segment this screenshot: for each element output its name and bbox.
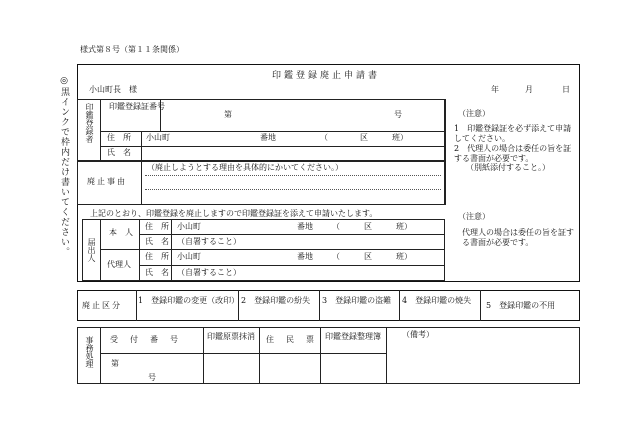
reason-line-2[interactable] <box>145 189 441 190</box>
receipt-dai: 第 <box>111 359 119 368</box>
agent-name-label: 氏 名 <box>145 268 169 277</box>
seal-ledger-label: 印鑑原票抹消 <box>207 332 255 341</box>
declaration: 上記のとおり、印鑑登録を廃止しますので印鑑登録証を添えて申請いたします。 <box>90 209 378 218</box>
registrant-address-banchi: 番地 <box>260 133 276 142</box>
date-month: 月 <box>525 85 533 94</box>
self-name-label: 氏 名 <box>145 237 169 246</box>
registrant-group-label: 印鑑登録者 <box>85 103 94 143</box>
classification-option-4[interactable]: 4 登録印鑑の焼失 <box>402 296 472 305</box>
applicant-agent-label: 代理人 <box>107 260 131 269</box>
cert-number-label: 印鑑登録証番号 <box>109 102 165 111</box>
classification-option-2[interactable]: 2 登録印鑑の紛失 <box>241 296 311 305</box>
applicant-group-label: 届出人 <box>87 238 96 262</box>
registrant-name-value[interactable] <box>146 149 436 159</box>
classification-label: 廃止区分 <box>82 301 122 310</box>
notes2-heading: （注意） <box>458 212 490 221</box>
notes1-item1: 1 印鑑登録証を必ず添えて申請してください。 <box>454 124 572 143</box>
date-year: 年 <box>491 85 499 94</box>
cert-number-dai: 第 <box>224 110 232 119</box>
notes1-item2: 2 代理人の場合は委任の旨を証する書面が必要です。 <box>454 144 572 163</box>
form-title: 印鑑登録廃止申請書 <box>272 71 381 81</box>
self-name-hint: （自署すること） <box>177 237 241 246</box>
registrant-name-label: 氏 名 <box>107 148 131 157</box>
addressee: 小山町長 様 <box>89 85 137 94</box>
agent-address-town: 小山町 <box>177 252 201 261</box>
agent-name-hint: （自署すること） <box>177 268 241 277</box>
applicant-self-label: 本 人 <box>109 228 133 237</box>
reason-line-1[interactable] <box>145 175 441 176</box>
reason-label: 廃止事由 <box>87 177 127 186</box>
side-note: ◎黒インクで枠内だけ書いてください。 <box>59 76 69 257</box>
registrant-address-ku: （ 区 班） <box>320 133 408 142</box>
registrant-address-label: 住 所 <box>107 133 131 142</box>
receipt-go: 号 <box>148 373 156 382</box>
notes2-text: 代理人の場合は委任の旨を証する書面が必要です。 <box>462 228 574 247</box>
self-address-ku: （ 区 班） <box>332 222 412 231</box>
cert-number-go: 号 <box>394 110 402 119</box>
registrant-address-town: 小山町 <box>146 133 170 142</box>
receipt-number-label: 受 付 番 号 <box>110 335 180 344</box>
self-address-town: 小山町 <box>177 222 201 231</box>
date-day: 日 <box>562 85 570 94</box>
agent-address-ku: （ 区 班） <box>332 252 412 261</box>
agent-address-banchi: 番地 <box>297 252 313 261</box>
self-address-label: 住 所 <box>145 222 169 231</box>
notes1-heading: （注意） <box>458 109 490 118</box>
remarks-label: （備考） <box>402 330 434 339</box>
classification-option-3[interactable]: 3 登録印鑑の盗難 <box>322 296 392 305</box>
form-number: 様式第８号（第１１条関係） <box>80 45 184 54</box>
notes1-item2-sub: （別紙添付すること。） <box>466 163 550 172</box>
reason-hint: （廃止しようとする理由を具体的にかいてください。） <box>147 163 343 172</box>
agent-address-label: 住 所 <box>145 252 169 261</box>
resident-ledger-label: 住 民 票 <box>266 335 316 344</box>
seal-register-label: 印鑑登録整理簿 <box>325 332 381 341</box>
office-label: 事務処理 <box>85 336 94 368</box>
classification-option-5[interactable]: 5 登録印鑑の不用 <box>486 301 556 310</box>
self-address-banchi: 番地 <box>297 222 313 231</box>
classification-option-1[interactable]: 1 登録印鑑の変更（改印） <box>138 296 240 305</box>
